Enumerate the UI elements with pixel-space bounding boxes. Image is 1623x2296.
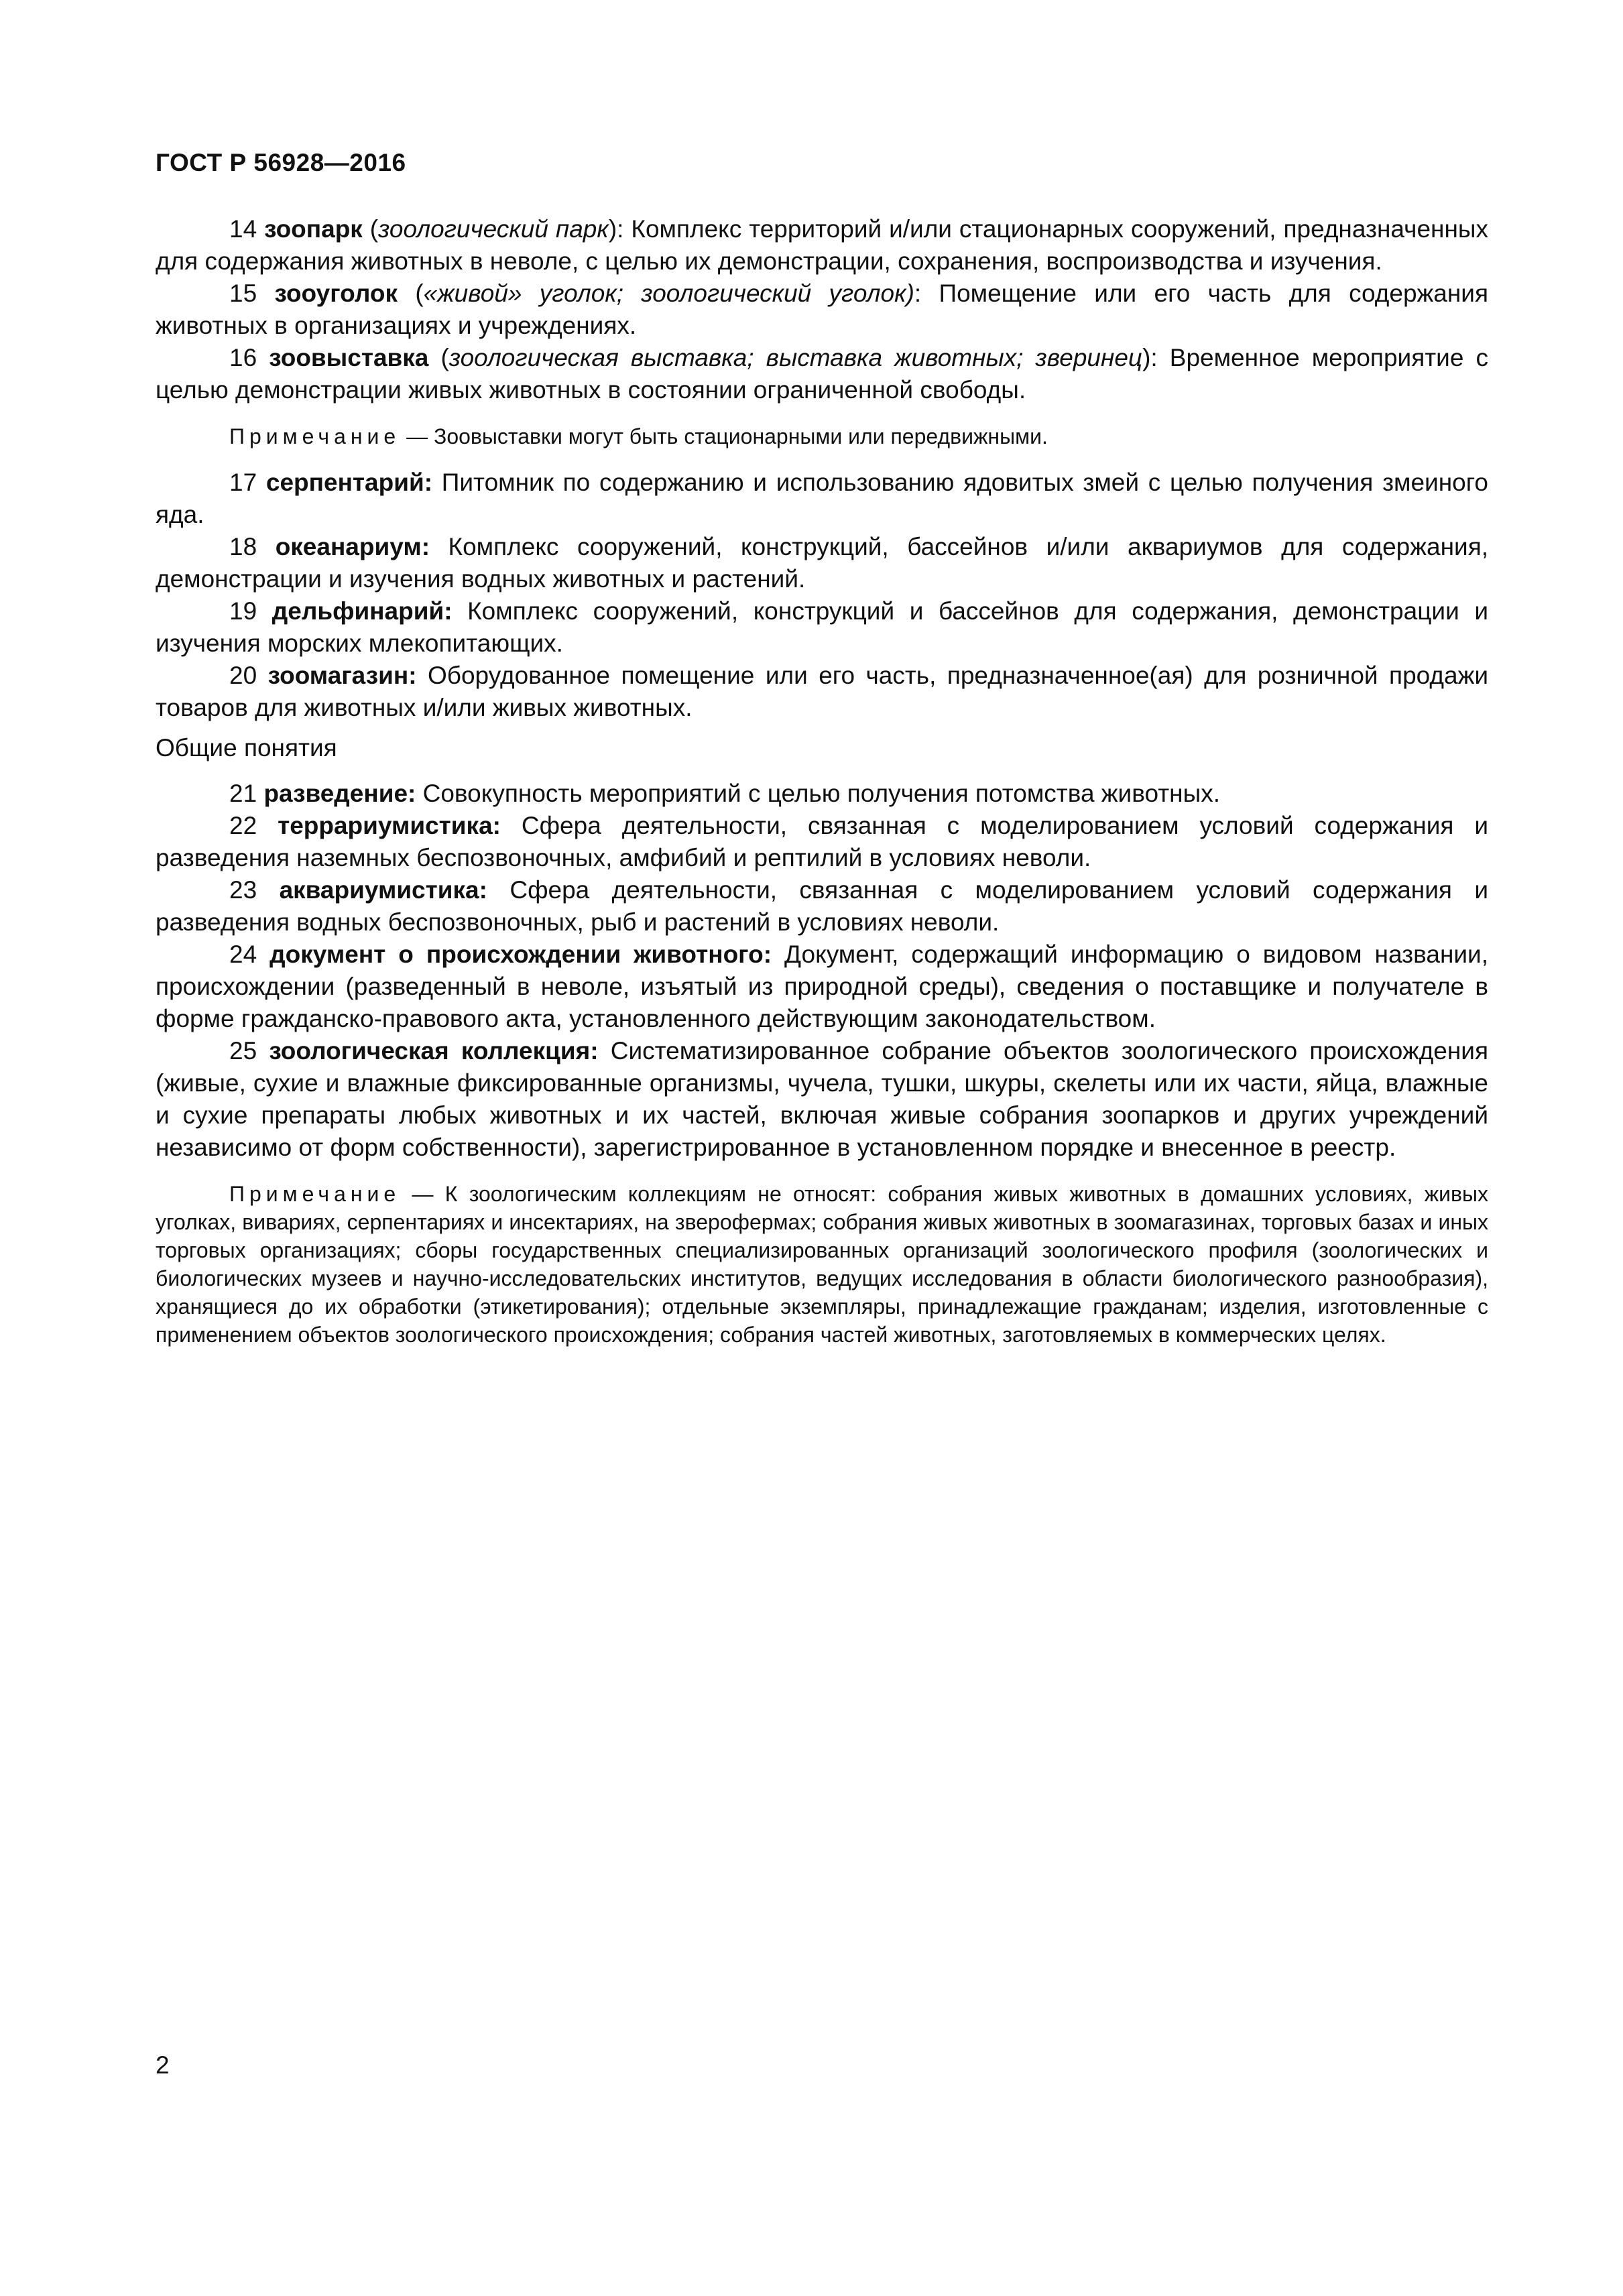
- term-number: 17: [229, 469, 257, 496]
- term-paren-open: (: [398, 280, 424, 307]
- term-paren-open: (: [428, 344, 449, 371]
- term-title: серпентарий:: [265, 469, 433, 496]
- term-title: дельфинарий:: [272, 597, 453, 625]
- term-number: 18: [229, 533, 257, 560]
- term-number: 23: [229, 876, 257, 904]
- term-title: документ о происхождении животного:: [269, 941, 772, 968]
- term-title: разведение:: [263, 780, 416, 807]
- term-paren-open: (: [362, 215, 379, 243]
- term-synonym: «живой» уголок; зоологический уголок): [423, 280, 914, 307]
- note-zoological-collections: [156, 1180, 1488, 1349]
- term-definition: Питомник по содержанию и использованию ядовитых змей с целью получения змеиного яда.: [156, 469, 1488, 528]
- section-heading-general-concepts: Общие понятия: [156, 734, 337, 762]
- note-label: Примечание: [229, 424, 401, 448]
- term-definition: Сфера деятельности, связанная с моделированием условий содержания и разведения наземных беспозвоночных, амфибий и рептилий в условиях неволи.: [156, 812, 1489, 871]
- note-text: — К зоологическим коллекциям не относят: собрания живых животных в домашних условиях, живых уголках, вивариях, серпентариях и инсектариях, на зверофермах; собрания живых животных в зоомагазинах, торговых базах и иных торговых организациях; сборы государственных специализированных организаций зоологического профиля (зоологических и биологических музеев и научно-исследовательских институтов, ведущих исследования в области биологического разнообразия), хранящиеся до их обработки (этикетирования); отдельные экземпляры, принадлежащие гражданам; изделия, изготовленные с применением объектов зоологического происхождения; собрания частей животных, заготовляемых в коммерческих целях.: [156, 1182, 1488, 1347]
- term-number: 15: [229, 280, 257, 307]
- term-entry-16: [156, 342, 1488, 406]
- term-entry-21: [156, 778, 1488, 810]
- document-body: [156, 213, 1488, 1365]
- term-title: аквариумистика:: [279, 876, 487, 904]
- term-entry-18: [156, 531, 1488, 595]
- term-number: 21: [229, 780, 257, 807]
- term-synonym: зоологическая выставка; выставка животных; зверинец: [448, 344, 1143, 371]
- term-definition: Систематизированное собрание объектов зоологического происхождения (живые, сухие и влажные фиксированные организмы, чучела, тушки, шкуры, скелеты или их части, яйца, влажные и сухие препараты любых животных и их частей, включая живые собрания зоопарков и других учреждений независимо от форм собственности), зарегистрированное в установленном порядке и внесенное в реестр.: [156, 1037, 1488, 1161]
- term-entry-23: [156, 874, 1488, 939]
- term-definition: Сфера деятельности, связанная с моделированием условий содержания и разведения водных беспозвоночных, рыб и растений в условиях неволи.: [156, 876, 1488, 936]
- term-number: 16: [229, 344, 257, 371]
- term-synonym: зоологический парк: [378, 215, 609, 243]
- note-text: — Зоовыставки могут быть стационарными или передвижными.: [400, 424, 1048, 448]
- term-definition: Временное мероприятие с целью демонстрации живых животных в состоянии ограниченной свободы.: [156, 344, 1489, 404]
- term-title: зоопарк: [264, 215, 363, 243]
- term-entry-24: [156, 939, 1488, 1035]
- term-entry-19: [156, 595, 1488, 660]
- term-entry-14: [156, 213, 1488, 278]
- term-entry-20: [156, 660, 1488, 724]
- term-title: террариумистика:: [278, 812, 501, 839]
- term-title: океанариум:: [275, 533, 430, 560]
- term-paren-close: ):: [1142, 344, 1170, 371]
- term-number: 19: [229, 597, 257, 625]
- term-entry-25: [156, 1035, 1488, 1164]
- term-title: зооуголок: [274, 280, 398, 307]
- document-standard-number: ГОСТ Р 56928—2016: [156, 149, 406, 176]
- note-label: Примечание: [229, 1182, 401, 1206]
- term-number: 22: [229, 812, 257, 839]
- term-definition: Оборудованное помещение или его часть, предназначенное(ая) для розничной продажи товаров для животных и/или живых животных.: [156, 662, 1488, 721]
- term-definition: Комплекс территорий и/или стационарных сооружений, предназначенных для содержания животных в неволе, с целью их демонстрации, сохранения, воспроизводства и изучения.: [156, 215, 1488, 275]
- term-number: 25: [229, 1037, 257, 1065]
- term-entry-17: [156, 467, 1488, 531]
- note-zoo-exhibitions: [156, 422, 1488, 450]
- term-number: 20: [229, 662, 257, 689]
- term-paren-close: :: [914, 280, 939, 307]
- term-definition: Совокупность мероприятий с целью получения потомства животных.: [416, 780, 1220, 807]
- page-number: 2: [156, 2051, 170, 2079]
- term-definition: Комплекс сооружений, конструкций, бассейнов и/или аквариумов для содержания, демонстрации и изучения водных животных и растений.: [156, 533, 1489, 593]
- term-definition: Комплекс сооружений, конструкций и бассейнов для содержания, демонстрации и изучения морских млекопитающих.: [156, 597, 1488, 657]
- term-title: зоологическая коллекция:: [269, 1037, 599, 1065]
- term-paren-close: ):: [608, 215, 632, 243]
- term-title: зоомагазин:: [267, 662, 417, 689]
- term-entry-22: [156, 810, 1488, 874]
- term-number: 24: [229, 941, 257, 968]
- term-entry-15: [156, 278, 1488, 342]
- term-number: 14: [229, 215, 257, 243]
- term-definition: Документ, содержащий информацию о видовом названии, происхождении (разведенный в неволе, изъятый из природной среды), сведения о поставщике и получателе в форме гражданско-правового акта, установленного действующим законодательством.: [156, 941, 1488, 1032]
- term-title: зоовыставка: [269, 344, 429, 371]
- term-definition: Помещение или его часть для содержания животных в организациях и учреждениях.: [156, 280, 1488, 339]
